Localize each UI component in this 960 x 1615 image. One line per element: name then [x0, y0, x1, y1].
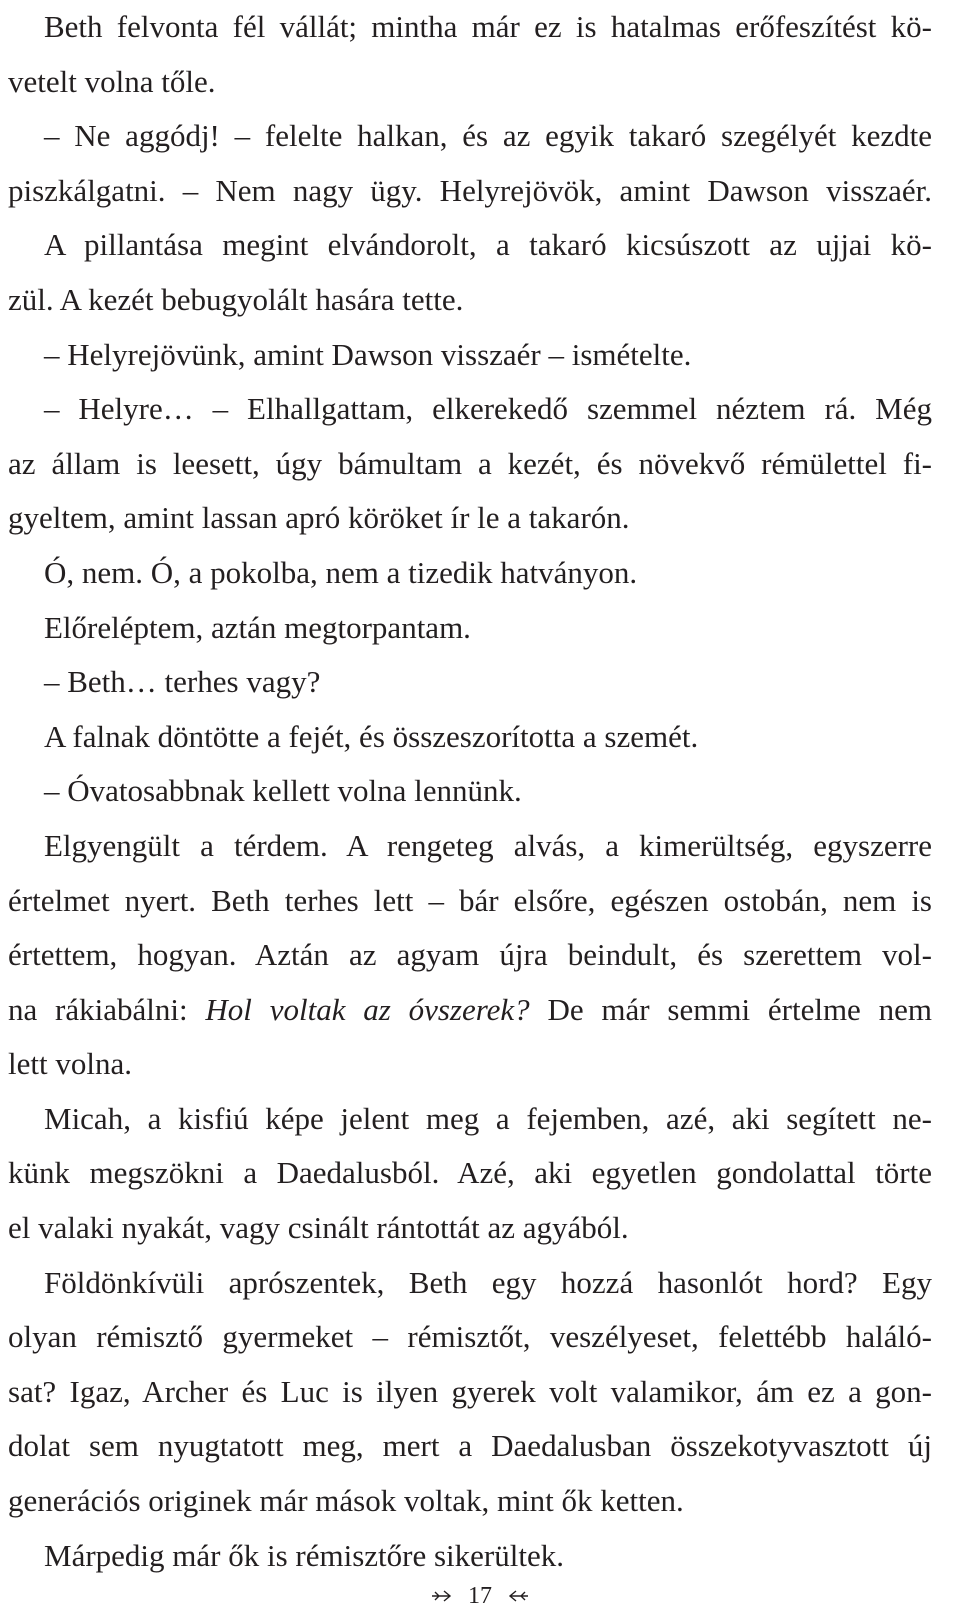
- text-segment: De már semmi értelme nem: [529, 991, 932, 1027]
- text-line: – Helyrejövünk, amint Dawson visszaér – ismételte.: [44, 336, 692, 372]
- text-line: Ó, nem. Ó, a pokolba, nem a tizedik hatványon.: [44, 554, 638, 590]
- text-line: Micah, a kisfiú képe jelent meg a fejemben, azé, aki segített ne-: [44, 1100, 932, 1136]
- text-line: Elgyengült a térdem. A rengeteg alvás, a kimerültség, egyszerre: [44, 827, 932, 863]
- text-line: vetelt volna tőle.: [8, 63, 216, 99]
- text-line: sat? Igaz, Archer és Luc is ilyen gyerek volt valamikor, ám ez a gon-: [8, 1373, 932, 1409]
- right-ornament-icon: [508, 1589, 530, 1603]
- text-line: értelmet nyert. Beth terhes lett – bár elsőre, egészen ostobán, nem is: [8, 882, 932, 918]
- text-line: künk megszökni a Daedalusból. Azé, aki egyetlen gondolattal törte: [8, 1155, 932, 1191]
- text-line: Beth felvonta fél vállát; mintha már ez is hatalmas erőfeszítést kö-: [44, 9, 932, 44]
- text-line: Márpedig már ők is rémisztőre sikerültek.: [44, 1537, 564, 1573]
- text-line: piszkálgatni. – Nem nagy ügy. Helyrejövök, amint Dawson visszaér.: [8, 172, 932, 208]
- text-line: el valaki nyakát, vagy csinált rántottát az agyából.: [8, 1210, 629, 1246]
- text-line: az állam is leesett, úgy bámultam a kezét, és növekvő rémülettel fi-: [8, 445, 932, 481]
- text-line: A falnak döntötte a fejét, és összeszorította a szemét.: [44, 718, 699, 754]
- left-ornament-icon: [430, 1589, 452, 1603]
- text-line-mixed: [8, 983, 932, 1038]
- text-line: – Beth… terhes vagy?: [44, 664, 321, 700]
- text-segment: na rákiabálni:: [8, 991, 206, 1027]
- italic-question: Hol voltak az óvszerek?: [205, 991, 530, 1027]
- page-number: 17: [468, 1583, 492, 1610]
- page-folio: [0, 1580, 960, 1611]
- text-line: – Óvatosabbnak kellett volna lennünk.: [44, 773, 522, 809]
- text-line: olyan rémisztő gyermeket – rémisztőt, veszélyeset, felettébb haláló-: [8, 1319, 932, 1355]
- body-text: [8, 0, 932, 1583]
- text-line: – Helyre… – Elhallgattam, elkerekedő szemmel néztem rá. Még: [44, 391, 932, 427]
- text-line: dolat sem nyugtatott meg, mert a Daedalusban összekotyvasztott új: [8, 1428, 932, 1464]
- text-line: gyeltem, amint lassan apró köröket ír le a takarón.: [8, 500, 630, 536]
- text-line: Előreléptem, aztán megtorpantam.: [44, 609, 471, 645]
- text-line: generációs originek már mások voltak, mint ők ketten.: [8, 1483, 684, 1519]
- text-line: zül. A kezét bebugyolált hasára tette.: [8, 281, 464, 317]
- text-line: A pillantása megint elvándorolt, a takaró kicsúszott az ujjai kö-: [44, 227, 932, 263]
- text-line: lett volna.: [8, 1046, 132, 1082]
- text-line: értettem, hogyan. Aztán az agyam újra beindult, és szerettem vol-: [8, 937, 932, 973]
- text-line: Földönkívüli aprószentek, Beth egy hozzá hasonlót hord? Egy: [44, 1264, 932, 1300]
- text-line: – Ne aggódj! – felelte halkan, és az egyik takaró szegélyét kezdte: [44, 118, 932, 154]
